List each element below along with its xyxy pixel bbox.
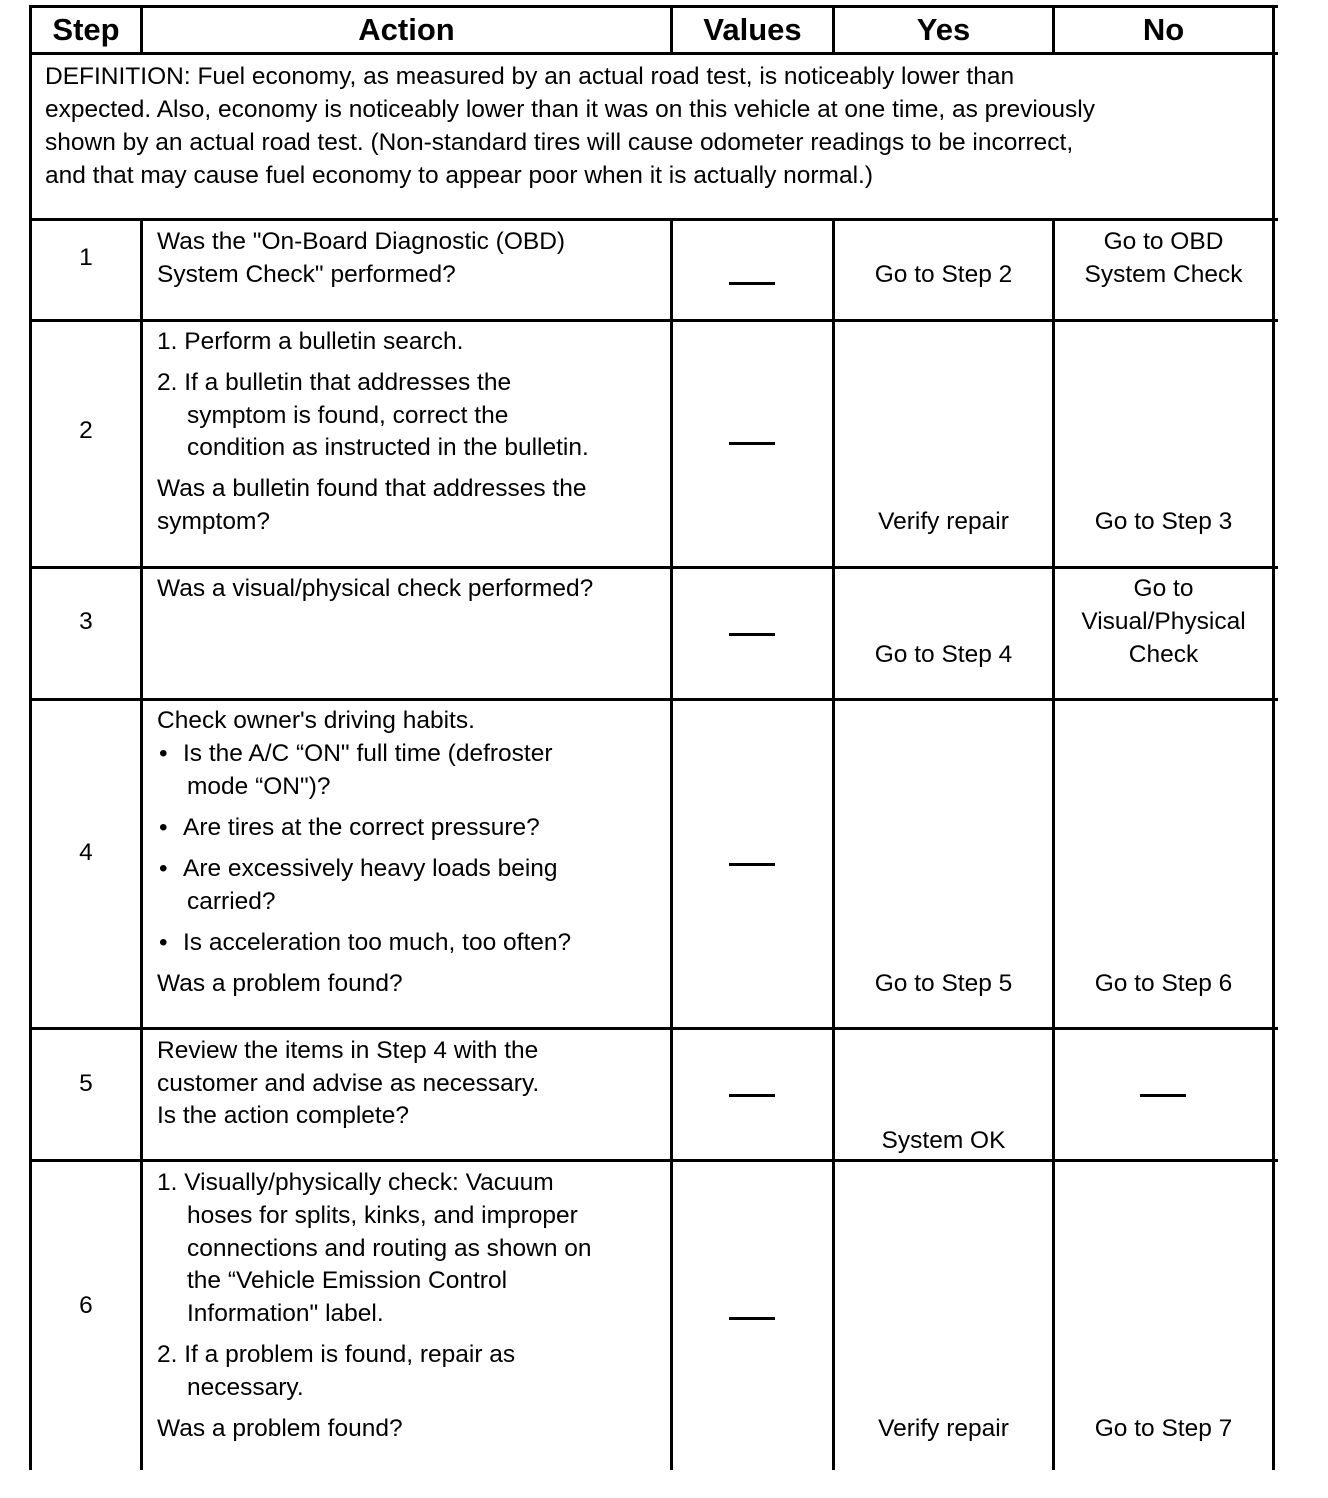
- value-dash: [729, 442, 775, 445]
- yes-result: Go to Step 5: [874, 970, 1013, 997]
- bullet: •: [159, 855, 168, 882]
- action-line: 1. Perform a bulletin search.: [157, 328, 464, 355]
- no-result: Check: [1128, 641, 1199, 668]
- row-divider-4: [29, 1027, 1278, 1030]
- value-dash: [729, 1094, 775, 1097]
- action-line: Was a problem found?: [157, 1415, 403, 1442]
- no-result: System Check: [1084, 261, 1243, 288]
- table-border-right: [1272, 5, 1275, 1470]
- step-number: 4: [79, 839, 93, 866]
- action-line: the “Vehicle Emission Control: [187, 1267, 508, 1294]
- action-line: carried?: [187, 888, 276, 915]
- action-line: Was a problem found?: [157, 970, 403, 997]
- value-dash: [729, 282, 775, 285]
- action-line: Is the action complete?: [157, 1102, 409, 1129]
- action-line: symptom is found, correct the: [187, 402, 509, 429]
- action-line: 2. If a problem is found, repair as: [157, 1341, 516, 1368]
- header-yes: Yes: [916, 12, 971, 47]
- action-line: 2. If a bulletin that addresses the: [157, 369, 512, 396]
- row-divider-2: [29, 566, 1278, 569]
- action-line: necessary.: [187, 1374, 304, 1401]
- action-line: Is the A/C “ON" full time (defroster: [183, 740, 553, 767]
- action-line: Are excessively heavy loads being: [183, 855, 558, 882]
- action-line: Was a bulletin found that addresses the: [157, 475, 587, 502]
- definition-divider: [29, 218, 1278, 221]
- action-line: System Check" performed?: [157, 261, 456, 288]
- yes-result: Go to Step 4: [874, 641, 1013, 668]
- action-line: customer and advise as necessary.: [157, 1070, 540, 1097]
- action-line: symptom?: [157, 508, 271, 535]
- action-line: Review the items in Step 4 with the: [157, 1037, 539, 1064]
- header-no: No: [1142, 12, 1185, 47]
- no-result: Go to Step 6: [1094, 970, 1233, 997]
- action-line: connections and routing as shown on: [187, 1235, 592, 1262]
- action-line: Are tires at the correct pressure?: [183, 814, 540, 841]
- step-number: 3: [79, 608, 93, 635]
- action-line: Was a visual/physical check performed?: [157, 575, 594, 602]
- bullet: •: [159, 740, 168, 767]
- header-step: Step: [52, 12, 120, 47]
- action-line: condition as instructed in the bulletin.: [187, 434, 589, 461]
- value-dash: [729, 863, 775, 866]
- step-number: 6: [79, 1292, 93, 1319]
- yes-result: Verify repair: [878, 508, 1009, 535]
- no-result-dash: [1140, 1094, 1186, 1097]
- step-number: 1: [79, 244, 93, 271]
- table-border-left: [29, 5, 32, 1470]
- step-number: 5: [79, 1070, 93, 1097]
- step-number: 2: [79, 417, 93, 444]
- action-line: Was the "On-Board Diagnostic (OBD): [157, 228, 566, 255]
- yes-result: Verify repair: [878, 1415, 1009, 1442]
- header-divider: [29, 52, 1278, 55]
- no-result: Visual/Physical: [1081, 608, 1246, 635]
- col-divider-yes: [832, 218, 835, 1470]
- no-result: Go to OBD: [1103, 228, 1224, 255]
- definition-text: DEFINITION: Fuel economy, as measured by an actual road test, is noticeably lower than expected. Also, economy is noticeably lower than it was on this vehicle at one time, as previously shown by an actual road test. (Non-standard tires will cause odometer readings to be incorrect, and that may cause fuel economy to appear poor when it is actually normal.): [45, 63, 1095, 189]
- col-divider-action: [140, 218, 143, 1470]
- action-line: Information" label.: [187, 1300, 384, 1327]
- no-result: Go to Step 3: [1094, 508, 1233, 535]
- action-line: mode “ON")?: [187, 773, 331, 800]
- bullet: •: [159, 814, 168, 841]
- action-line: 1. Visually/physically check: Vacuum: [157, 1169, 554, 1196]
- no-result: Go to Step 7: [1094, 1415, 1233, 1442]
- row-divider-3: [29, 698, 1278, 701]
- no-result: Go to: [1133, 575, 1194, 602]
- yes-result: System OK: [881, 1127, 1006, 1154]
- header-action: Action: [358, 12, 455, 47]
- bullet: •: [159, 929, 168, 956]
- value-dash: [729, 1317, 775, 1320]
- action-line: Check owner's driving habits.: [157, 707, 475, 734]
- action-line: Is acceleration too much, too often?: [183, 929, 572, 956]
- yes-result: Go to Step 2: [874, 261, 1013, 288]
- header-values: Values: [703, 12, 802, 47]
- row-divider-5: [29, 1159, 1278, 1162]
- value-dash: [729, 633, 775, 636]
- row-divider-1: [29, 319, 1278, 322]
- col-divider-no: [1052, 218, 1055, 1470]
- action-line: hoses for splits, kinks, and improper: [187, 1202, 578, 1229]
- col-divider-values: [670, 218, 673, 1470]
